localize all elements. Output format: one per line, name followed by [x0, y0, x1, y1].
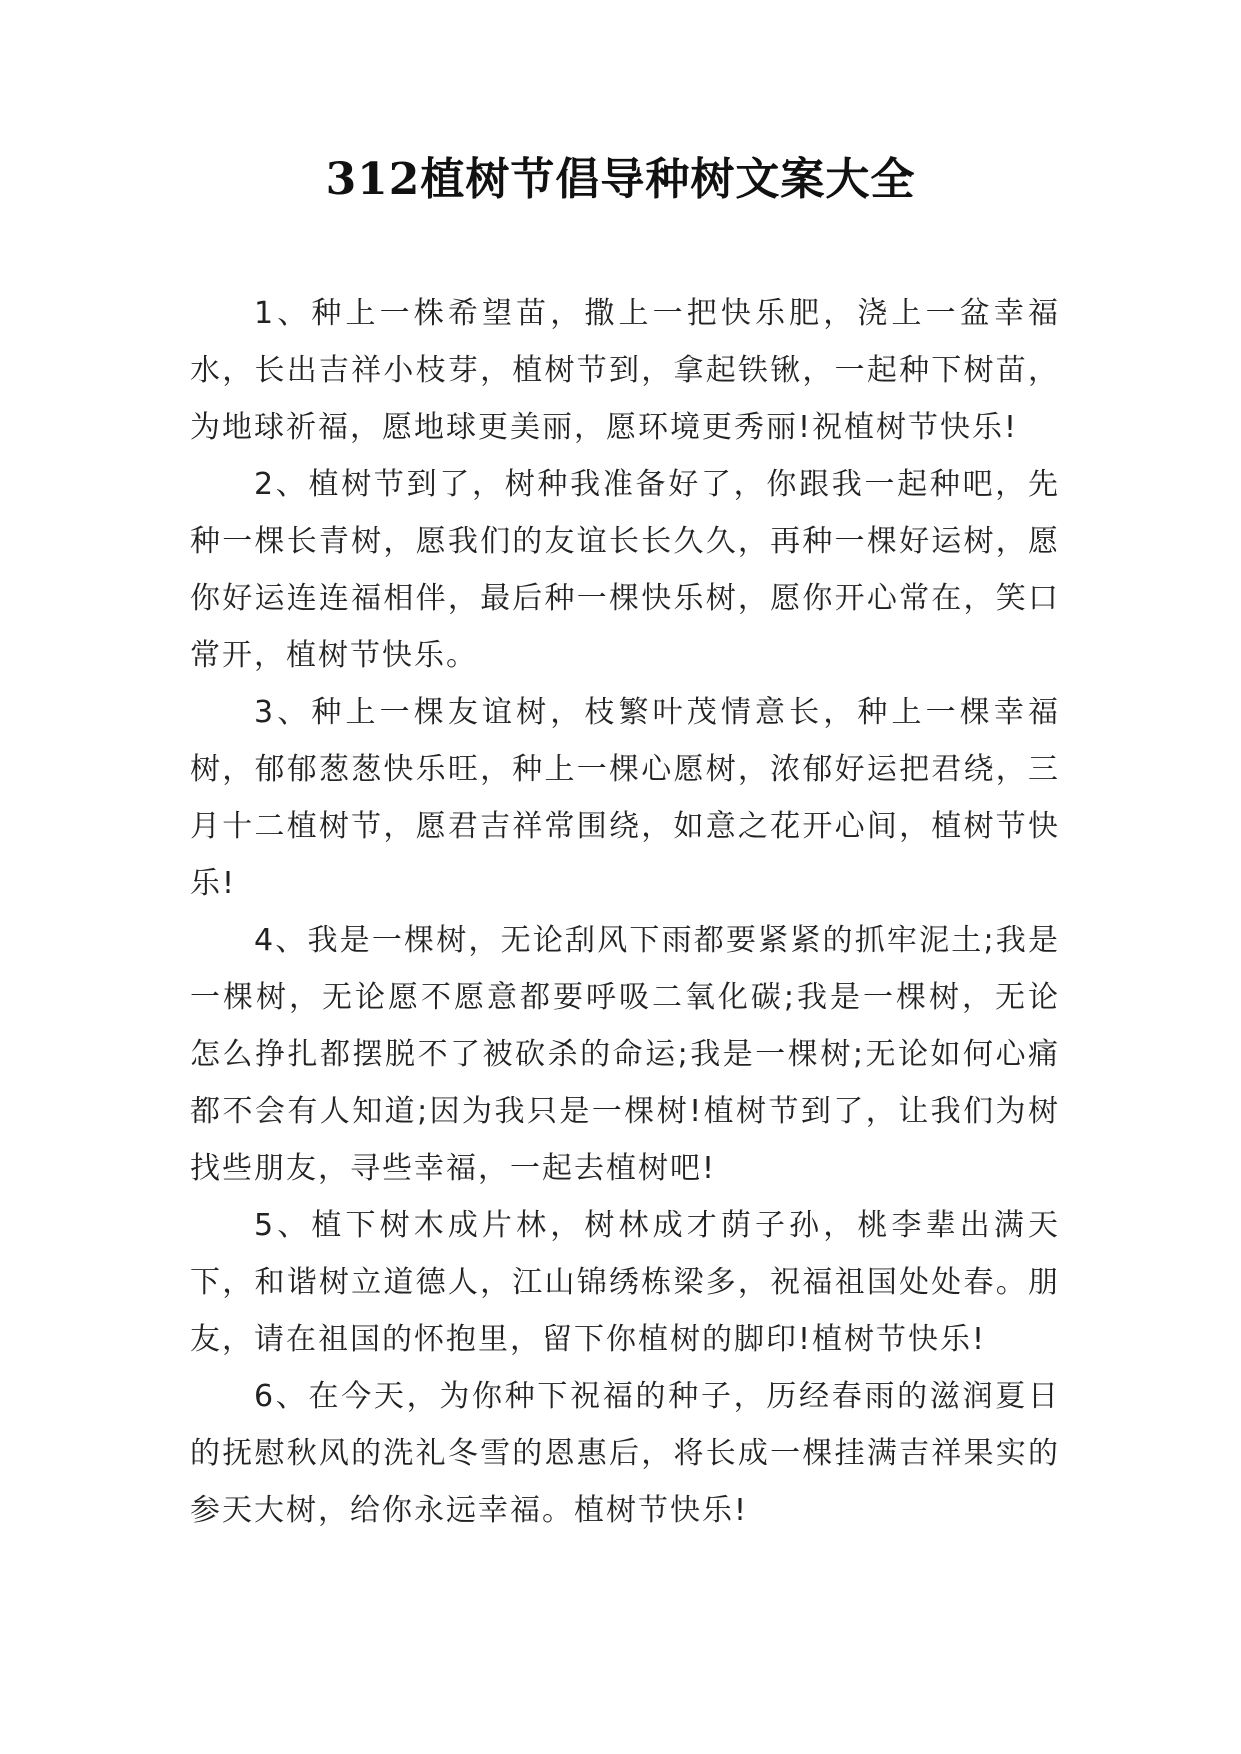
document-title: 312植树节倡导种树文案大全	[325, 154, 916, 205]
paragraph-1: 1、种上一株希望苗，撒上一把快乐肥，浇上一盆幸福水，长出吉祥小枝芽，植树节到，拿起铁锹，一起种下树苗，为地球祈福，愿地球更美丽，愿环境更秀丽!祝植树节快乐!	[190, 296, 1060, 445]
paragraph-5: 5、植下树木成片林，树林成才荫子孙，桃李辈出满天下，和谐树立道德人，江山锦绣栋梁多，祝福祖国处处春。朋友，请在祖国的怀抱里，留下你植树的脚印!植树节快乐!	[190, 1208, 1060, 1357]
paragraph-4: 4、我是一棵树，无论刮风下雨都要紧紧的抓牢泥土;我是一棵树，无论愿不愿意都要呼吸二氧化碳;我是一棵树，无论怎么挣扎都摆脱不了被砍杀的命运;我是一棵树;无论如何心痛都不会有人知道;因为我只是一棵树!植树节到了，让我们为树找些朋友，寻些幸福，一起去植树吧!	[190, 923, 1060, 1186]
document-body	[190, 285, 1060, 1539]
paragraph-2: 2、植树节到了，树种我准备好了，你跟我一起种吧，先种一棵长青树，愿我们的友谊长长久久，再种一棵好运树，愿你好运连连福相伴，最后种一棵快乐树，愿你开心常在，笑口常开，植树节快乐。	[190, 467, 1060, 673]
paragraph-6: 6、在今天，为你种下祝福的种子，历经春雨的滋润夏日的抚慰秋风的洗礼冬雪的恩惠后，将长成一棵挂满吉祥果实的参天大树，给你永远幸福。植树节快乐!	[190, 1379, 1060, 1528]
paragraph-3: 3、种上一棵友谊树，枝繁叶茂情意长，种上一棵幸福树，郁郁葱葱快乐旺，种上一棵心愿树，浓郁好运把君绕，三月十二植树节，愿君吉祥常围绕，如意之花开心间，植树节快乐!	[190, 695, 1060, 901]
